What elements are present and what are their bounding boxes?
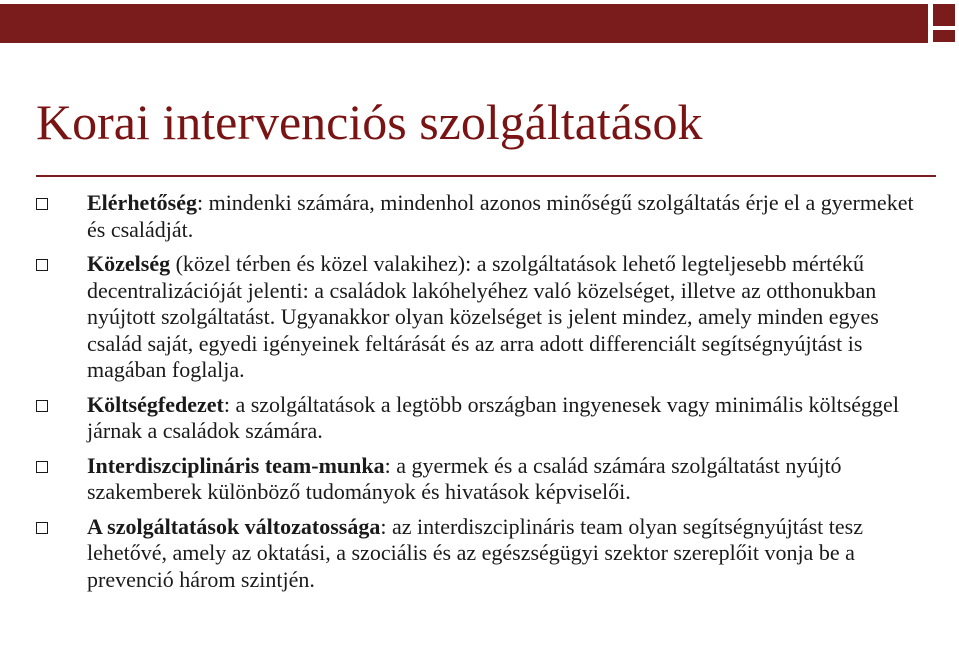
bullet-text: : az interdiszciplináris team olyan segítségnyújtást tesz lehetővé, amely az oktatási, a szociális és az egészségügyi szektor szereplőit vonja be a prevenció három szintjén.	[87, 513, 863, 592]
bullet-text: : a gyermek és a család számára szolgáltatást nyújtó szakemberek különböző tudományok és hivatások képviselői.	[87, 452, 842, 504]
bullet-term: Költségfedezet	[87, 391, 224, 417]
square-bullet-icon	[36, 400, 48, 412]
square-bullet-icon	[36, 198, 48, 210]
bullet-item-availability	[34, 190, 914, 243]
bullet-term: Elérhetőség	[87, 190, 197, 215]
corner-decoration	[928, 0, 959, 43]
bullet-item-cost-coverage	[34, 392, 914, 445]
corner-square-top	[932, 3, 956, 27]
slide-title: Korai intervenciós szolgáltatások	[36, 94, 703, 150]
bullet-item-proximity	[34, 251, 914, 384]
bullet-term: Interdiszciplináris team-munka	[87, 452, 385, 478]
square-bullet-icon	[36, 461, 48, 473]
title-divider	[36, 175, 936, 177]
bullet-item-variety	[34, 514, 914, 594]
header-bar	[0, 4, 928, 43]
bullet-item-teamwork	[34, 453, 914, 506]
bullet-text: : a szolgáltatások a legtöbb országban ingyenesek vagy minimális költséggel járnak a családok számára.	[87, 391, 899, 443]
bullet-term: A szolgáltatások változatossága	[87, 513, 381, 539]
square-bullet-icon	[36, 259, 48, 271]
bullet-text: : mindenki számára, mindenhol azonos minőségű szolgáltatás érje el a gyermeket és családját.	[87, 190, 914, 242]
bullet-term: Közelség	[87, 251, 171, 276]
square-bullet-icon	[36, 522, 48, 534]
bullet-list	[34, 190, 914, 601]
bullet-text: (közel térben és közel valakihez): a szolgáltatások lehető legteljesebb mértékű decentralizációját jelenti: a családok lakóhelyéhez való közelséget, illetve az otthonukban nyújtott szolgáltatást. Ugyanakkor olyan közelséget is jelent mindez, amely minden egyes család saját, egyedi igényeinek feltárását és az arra adott differenciált segítségnyújtást is magában foglalja.	[87, 251, 879, 382]
corner-square-bottom	[932, 29, 956, 43]
